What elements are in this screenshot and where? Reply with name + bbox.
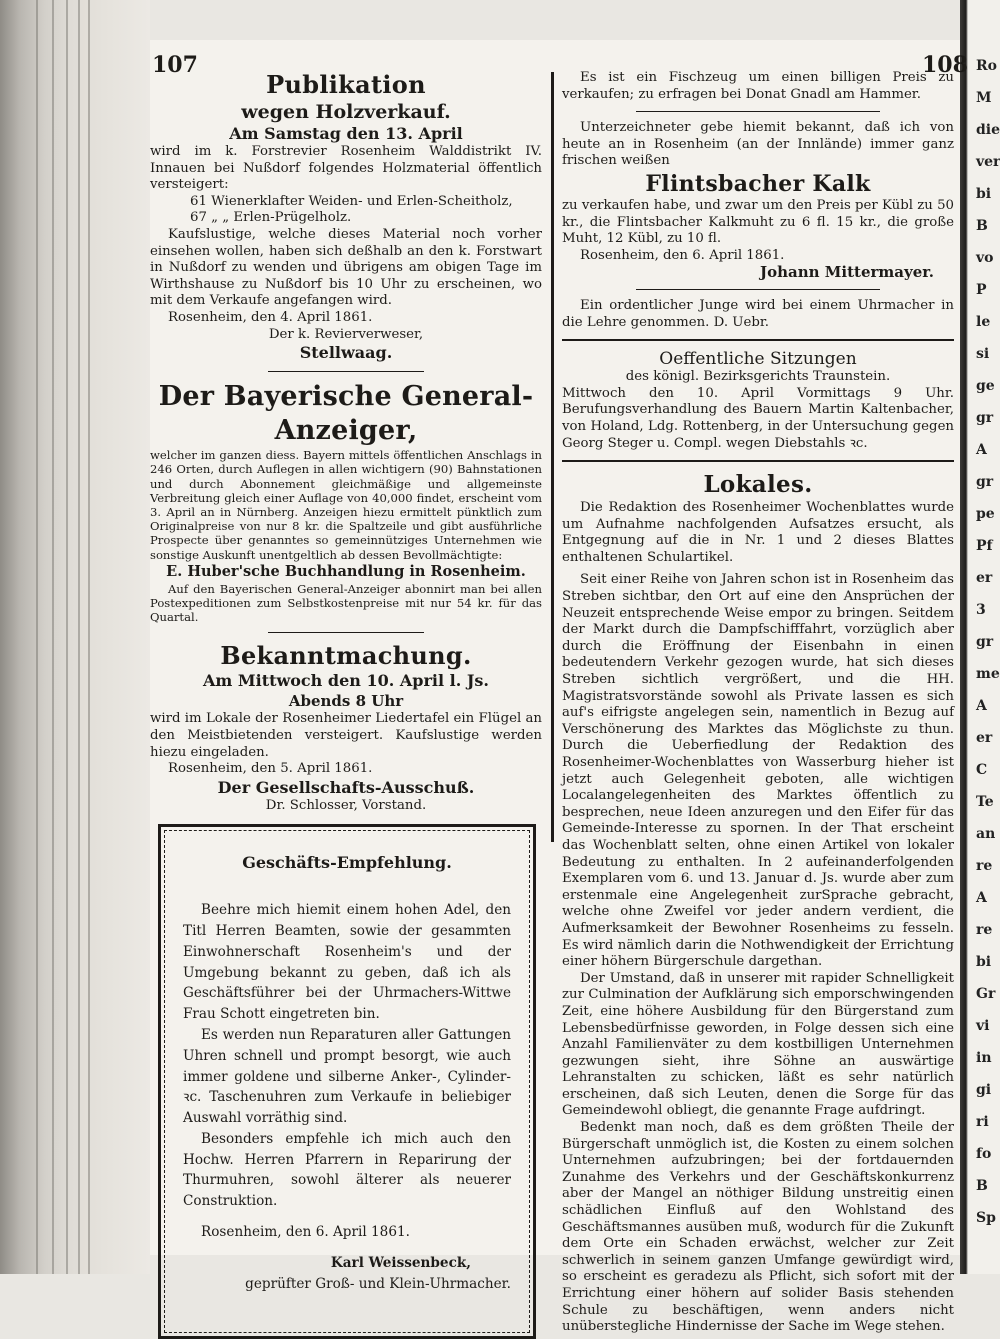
empfehlung-paragraph: Es werden nun Reparaturen aller Gattungen Uhren schnell und prompt besorgt, wie auch immer goldene und silberne Anker-, Cylinder- ꝛc. Taschenuhren zum Verkaufe in beliebiger Auswahl vorräthig sind. xyxy=(183,1026,511,1127)
next-page-fragment: me xyxy=(976,666,1000,682)
next-page-fragment: M xyxy=(976,90,992,106)
next-page-fragment: vo xyxy=(976,250,994,266)
anzeiger-title: Der Bayerische General-Anzeiger, xyxy=(158,381,534,447)
anzeiger-agent: E. Huber'sche Buchhandlung in Rosenheim. xyxy=(166,562,526,580)
next-page-fragment: in xyxy=(976,1050,992,1066)
sitzungen-notice xyxy=(562,349,954,452)
lehrling-notice: Ein ordentlicher Junge wird bei einem Uhrmacher in die Lehre genommen. D. Uebr. xyxy=(562,297,954,330)
page-edge-line xyxy=(36,0,38,1274)
bekanntmachung-body: wird im Lokale der Rosenheimer Liedertafel ein Flügel an den Meistbietenden versteigert. Kaufslustige werden hiezu eingeladen. xyxy=(150,711,542,760)
next-page-fragment: P xyxy=(976,282,987,298)
sitzungen-subtitle: des königl. Bezirksgerichts Traunstein. xyxy=(625,369,891,385)
page-edge-line xyxy=(52,0,54,1274)
next-page-fragment: A xyxy=(976,698,987,714)
empfehlung-paragraph: Beehre mich hiemit einem hohen Adel, den Titl Herren Beamten, sowie der gesammten Einwohnerschaft Rosenheim's und der Umgebung bekannt zu geben, daß ich als Geschäftsführer bei der Uhrmachers-Wittwe Frau Schott eingetreten bin. xyxy=(183,902,511,1023)
kalk-body: zu verkaufen habe, und zwar um den Preis per Kübl zu 50 kr., die Flintsbacher Kalkmuht zu 6 fl. 15 kr., die große Muht, 12 Kübl, zu 10 fl. xyxy=(562,197,954,247)
next-page-fragment: die xyxy=(976,122,1000,138)
next-page-fragment: gi xyxy=(976,1082,992,1098)
empfehlung-frame xyxy=(158,824,536,1339)
next-page-fragment: gr xyxy=(976,474,994,490)
item-text: Wienerklafter Weiden- und Erlen-Scheitholz, xyxy=(211,193,513,209)
item-count: 67 xyxy=(190,210,207,226)
publikation-subtitle: wegen Holzverkauf. xyxy=(241,101,451,123)
bekanntmachung-notice xyxy=(150,641,542,814)
publikation-body: Kaufslustige, welche dieses Material noch vorher einsehen wollen, haben sich deßhalb an den k. Forstwart in Nußdorf zu wenden und übrigens am obigen Tage im Wirthshause zu Nußdorf bis 10 Uhr zu erscheinen, wo mit dem Verkaufe angefangen wird. xyxy=(150,226,542,309)
next-page-fragment: bi xyxy=(976,186,992,202)
next-page-fragment: B xyxy=(976,1178,988,1194)
next-page-fragment: 3 xyxy=(976,602,986,618)
bekanntmachung-place-date: Rosenheim, den 5. April 1861. xyxy=(168,761,373,777)
kalk-title: Flintsbacher Kalk xyxy=(645,170,871,197)
next-page-fragment: B xyxy=(976,218,988,234)
next-page-fragment: re xyxy=(976,858,993,874)
sitzungen-title: Oeffentliche Sitzungen xyxy=(659,349,857,370)
page-number-left: 107 xyxy=(152,52,198,78)
lokales-paragraph: Bedenkt man noch, daß es dem größten Theile der Bürgerschaft unmöglich ist, die Kosten zu einem solchen Unternehmen aufzubringen; bei der fortdauernden Zunahme des Verkehrs und der Geschäftskonkurrenz aber der Mangel an nöthiger Bildung unstreitig einen schädlichen Einfluß auf den Wohlstand des Geschäftsmannes ausüben muß, wodurch für die Zukunft dem Orte ein Schaden erwächst, welcher zur Zeit schwerlich in seinem ganzen Umfange gewürdigt wird, so erscheint es geradezu als Pflicht, sich sofort mit der Errichtung einer höhern auf solider Basis stehenden Schule zu beschäftigen, wenn anders nicht unüberstegliche Hindernisse der Sache im Wege stehen. xyxy=(562,1120,954,1335)
next-page-fragment: ver xyxy=(976,154,1000,170)
publikation-title: Publikation xyxy=(266,70,426,99)
next-page-fragment: Te xyxy=(976,794,994,810)
next-page-fragment: re xyxy=(976,922,993,938)
next-page-fragment: le xyxy=(976,314,991,330)
next-page-fragment: Sp xyxy=(976,1210,996,1226)
next-page-fragment: fo xyxy=(976,1146,992,1162)
next-page-fragment: er xyxy=(976,730,993,746)
next-page-fragment: Gr xyxy=(976,986,996,1002)
anzeiger-note: Auf den Bayerischen General-Anzeiger abonnirt man bei allen Postexpeditionen zum Selbstkostenpreise mit nur 54 kr. für das Quartal. xyxy=(150,581,542,625)
kalk-signature: Johann Mittermayer. xyxy=(760,263,934,282)
empfehlung-paragraph: Besonders empfehle ich mich auch den Hochw. Herren Pfarrern in Reparirung der Thurmuhren, sowohl älterer als neuerer Construktion. xyxy=(183,1130,511,1210)
next-page-fragment: gr xyxy=(976,634,994,650)
item-count: 61 xyxy=(190,193,207,209)
empfehlung-signature: Karl Weissenbeck, xyxy=(330,1254,471,1271)
empfehlung-notice xyxy=(164,830,530,1333)
publikation-signature: Stellwaag. xyxy=(299,343,393,363)
next-page-fragment: A xyxy=(976,442,987,458)
publikation-place-date: Rosenheim, den 4. April 1861. xyxy=(168,309,373,325)
page-edge-line xyxy=(66,0,68,1274)
separator xyxy=(636,289,879,290)
section-rule xyxy=(562,460,954,462)
next-page-fragment: Ro xyxy=(976,58,997,74)
item-text: „ „ Erlen-Prügelholz. xyxy=(211,210,352,226)
lokales-paragraph: Der Umstand, daß in unserer mit rapider Schnelligkeit zur Culmination der Aufklärung sich emporschwingenden Zeit, eine höhere Ausbildung für den Bürgerstand zum Lebensbedürfnisse geworden, in Folge dessen sich eine Anzahl Familienväter zu dem kostbilligen Unternehmen gezwungen sieht, ihre Söhne an auswärtige Lehranstalten zu schicken, läßt es sehr natürlich erscheinen, daß sich Leuten, denen die Sorge für das Gemeindewohl obliegt, die genannte Frage aufdringt. xyxy=(562,970,954,1119)
page-edge-line xyxy=(88,0,90,1274)
bekanntmachung-title: Bekanntmachung. xyxy=(220,641,472,671)
next-page-fragment: er xyxy=(976,570,993,586)
next-page-fragment: bi xyxy=(976,954,992,970)
column-divider xyxy=(551,72,554,842)
empfehlung-place-date: Rosenheim, den 6. April 1861. xyxy=(201,1224,410,1241)
bekanntmachung-time: Abends 8 Uhr xyxy=(288,692,404,711)
separator xyxy=(268,371,425,372)
sitzungen-body: Mittwoch den 10. April Vormittags 9 Uhr. Berufungsverhandlung des Bauern Martin Kaltenbacher, von Holand, Ldg. Rottenberg, in der Untersuchung gegen Georg Steger u. Compl. wegen Diebstahls ꝛc. xyxy=(562,385,954,451)
empfehlung-signature-title: geprüfter Groß- und Klein-Uhrmacher. xyxy=(245,1275,511,1292)
next-page-fragment: C xyxy=(976,762,988,778)
bekanntmachung-chair: Dr. Schlosser, Vorstand. xyxy=(265,797,427,813)
next-page-edge xyxy=(960,0,1000,1274)
left-column xyxy=(150,70,542,1339)
lokales-title: Lokales. xyxy=(703,471,813,499)
bekanntmachung-date: Am Mittwoch den 10. April l. Js. xyxy=(203,671,489,691)
right-column xyxy=(562,70,954,1336)
publikation-official: Der k. Revierverweser, xyxy=(268,326,424,342)
lokales-paragraph: Die Redaktion des Rosenheimer Wochenblattes wurde um Aufnahme nachfolgenden Aufsatzes ersucht, als Entgegnung auf die in Nr. 1 und 2 dieses Blattes enthaltenen Schulartikel. xyxy=(562,500,954,565)
next-page-fragment: gr xyxy=(976,410,994,426)
lokales-paragraph: Seit einer Reihe von Jahren schon ist in Rosenheim das Streben sichtbar, den Ort auf eine den Ansprüchen der Neuzeit entsprechende Weise empor zu bringen. Seitdem der Markt durch die Dampfschifffahrt, vorzüglich aber durch die Eröffnung der Eisenbahn in einen bedeutendern Verkehr gezogen wurde, hat sich dieses Streben sichtlich vergrößert, und die HH. Magistratsvorstände sowohl als Private lassen es sich auf's eifrigste angelegen sein, namentlich in Bezug auf Verschönerung des Marktes das Möglichste zu thun. Durch die Ueberfiedlung der Redaktion des Rosenheimer-Wochenblattes von Wasserburg hieher ist jetzt auch Gelegenheit geboten, alle wichtigen Localangelegenheiten des Marktes öffentlich zu besprechen, neue Ideen anzuregen und den Eifer für das Gemeinde-Interesse zu spornen. In der That erscheint das Wochenblatt selten, ohne einen Artikel von lokaler Bedeutung zu enthalten. In 2 aufeinanderfolgenden Exemplaren vom 6. und 13. Januar d. Js. wurde aber zum erstenmale eine Angelegenheit zurSprache gebracht, welche ohne Zweifel vor jeder andern verdient, die Aufmerksamkeit der Bewohner Rosenheims zu fesseln. Es wird nämlich darin die Nothwendigkeit der Errichtung einer höhern Bürgerschule dargethan. xyxy=(562,572,954,970)
kalk-intro: Unterzeichneter gebe hiemit bekannt, daß ich von heute an in Rosenheim (an der Innlände) immer ganz frischen weißen xyxy=(562,120,954,169)
next-page-fragment: si xyxy=(976,346,990,362)
next-page-fragment: vi xyxy=(976,1018,990,1034)
publikation-date: Am Samstag den 13. April xyxy=(229,124,463,143)
book-spine-shadow xyxy=(0,0,150,1274)
next-page-fragment: A xyxy=(976,890,987,906)
empfehlung-title: Geschäfts-Empfehlung. xyxy=(242,853,452,873)
separator xyxy=(636,111,879,112)
section-rule xyxy=(562,339,954,341)
separator xyxy=(268,632,425,633)
page-number-right: 108 xyxy=(922,52,968,78)
next-page-fragment: an xyxy=(976,826,996,842)
publikation-notice xyxy=(150,70,542,363)
publikation-lead: wird im k. Forstrevier Rosenheim Walddistrikt IV. Innauen bei Nußdorf folgendes Holzmaterial öffentlich versteigert: xyxy=(150,144,542,193)
page-edge-line xyxy=(78,0,80,1274)
fischzeug-notice: Es ist ein Fischzeug um einen billigen Preis zu verkaufen; zu erfragen bei Donat Gnadl am Hammer. xyxy=(562,70,954,102)
next-page-fragment: ri xyxy=(976,1114,989,1130)
anzeiger-notice xyxy=(150,380,542,624)
publikation-items xyxy=(150,194,542,227)
kalk-place-date: Rosenheim, den 6. April 1861. xyxy=(580,247,785,263)
lokales-section xyxy=(562,470,954,1336)
kalk-notice xyxy=(562,120,954,281)
bekanntmachung-signature: Der Gesellschafts-Ausschuß. xyxy=(217,777,475,797)
anzeiger-body: welcher im ganzen diess. Bayern mittels öffentlichen Anschlags in 246 Orten, durch Auflegen in allen wichtigern (90) Bahnstationen und durch Abonnement gleichmäßige und allgemeinste Verbreitung gleich einer Auflage von 40,000 findet, erscheint vom 3. April an in Nürnberg. Anzeigen hiezu ermittelt pünktlich zum Originalpreise von nur 8 kr. die Spaltzeile und gibt ausführliche Prospecte über genanntes so gemeinnütziges Unternehmen wie sonstige Auskunft unentgeltlich ab dessen Bevollmächtigte: xyxy=(150,448,542,562)
next-page-fragment: ge xyxy=(976,378,995,394)
next-page-fragment: Pf xyxy=(976,538,993,554)
next-page-fragment: pe xyxy=(976,506,995,522)
